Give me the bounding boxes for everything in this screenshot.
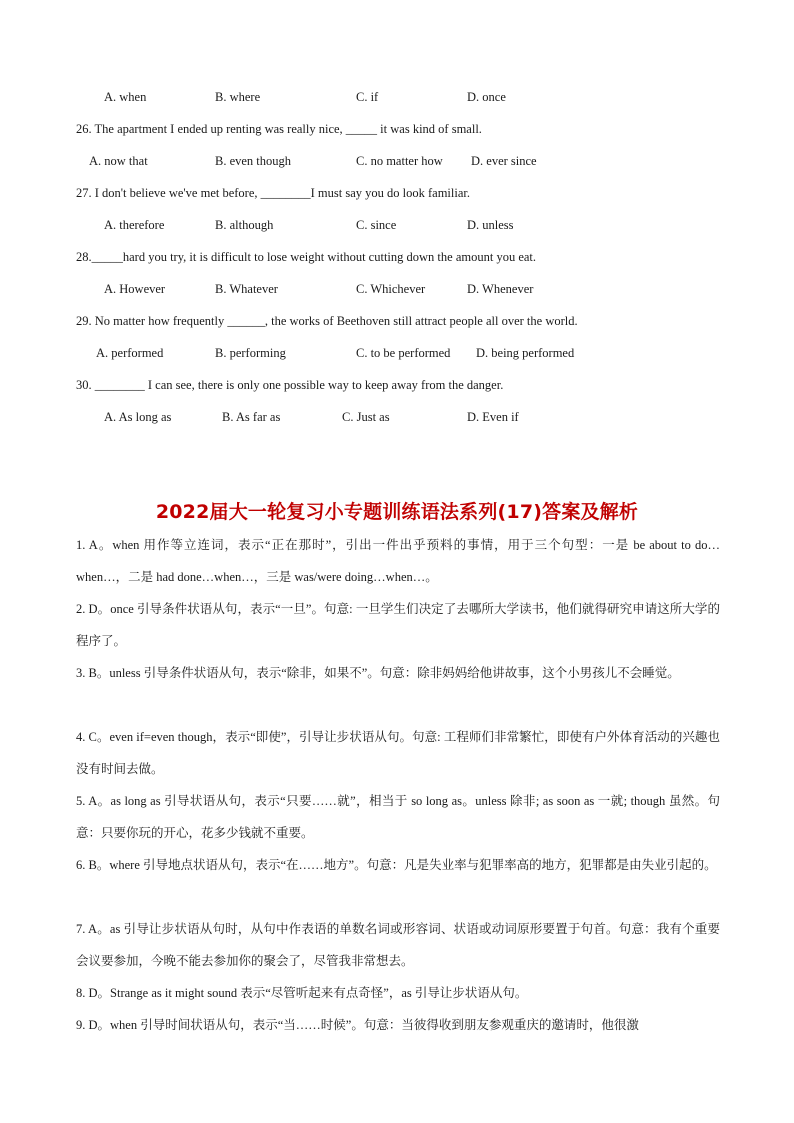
option-a: A. when [104, 90, 147, 104]
answer-section-title: 2022届大一轮复习小专题训练语法系列(17)答案及解析 [155, 501, 639, 523]
answer-4: 4. C。even if=even though，表示“即使”，引导让步状语从句。句意: 工程师们非常繁忙，即使有户外体育活动的兴趣也没有时间去做。 [76, 730, 720, 776]
option-c: C. since [356, 218, 397, 232]
answer-9: 9. D。when 引导时间状语从句，表示“当……时候”。句意：当彼得收到朋友参观重庆的邀请时，他很激 [76, 1018, 639, 1032]
option-d: D. Even if [467, 410, 519, 424]
option-d: D. ever since [471, 154, 537, 168]
option-c: C. to be performed [356, 346, 451, 360]
option-c: C. no matter how [356, 154, 443, 168]
option-c: C. Whichever [356, 282, 426, 296]
option-d: D. once [467, 90, 506, 104]
question-stem-26: 26. The apartment I ended up renting was really nice, _____ it was kind of small. [76, 122, 482, 136]
option-c: C. if [356, 90, 379, 104]
option-d: D. unless [467, 218, 514, 232]
option-a: A. performed [96, 346, 164, 360]
answer-5: 5. A。as long as 引导状语从句，表示“只要……就”，相当于 so long as。unless 除非; as soon as 一就; though 虽然。句意：只要你玩的开心，花多少钱就不重要。 [76, 794, 720, 840]
option-b: B. although [215, 218, 274, 232]
q30-options [0, 409, 794, 425]
option-b: B. As far as [222, 410, 281, 424]
option-a: A. However [104, 282, 166, 296]
answer-1: 1. A。when 用作等立连词，表示“正在那时”，引出一件出乎预料的事情，用于三个句型：一是 be about to do…when…，二是 had done…when…，三是 was/were doing…when…。 [76, 538, 720, 584]
option-b: B. performing [215, 346, 286, 360]
question-stem-30: 30. ________ I can see, there is only one possible way to keep away from the danger. [76, 378, 504, 392]
option-a: A. therefore [104, 218, 165, 232]
q27-options [0, 217, 794, 233]
answer-3: 3. B。unless 引导条件状语从句，表示“除非，如果不”。句意：除非妈妈给他讲故事，这个小男孩儿不会睡觉。 [76, 666, 680, 680]
option-d: D. Whenever [467, 282, 534, 296]
option-a: A. As long as [104, 410, 172, 424]
option-b: B. even though [215, 154, 292, 168]
q28-options [0, 281, 794, 297]
answer-8: 8. D。Strange as it might sound 表示“尽管听起来有点奇怪”，as 引导让步状语从句。 [76, 986, 528, 1000]
option-c: C. Just as [342, 410, 390, 424]
option-b: B. Whatever [215, 282, 278, 296]
q29-options [0, 345, 794, 361]
question-stem-29: 29. No matter how frequently ______, the works of Beethoven still attract people all over the world. [76, 314, 578, 328]
q25-options [0, 89, 794, 105]
question-stem-28: 28._____hard you try, it is difficult to lose weight without cutting down the amount you eat. [76, 250, 537, 264]
answer-6: 6. B。where 引导地点状语从句，表示“在……地方”。句意：凡是失业率与犯罪率高的地方，犯罪都是由失业引起的。 [76, 858, 717, 872]
answer-2: 2. D。once 引导条件状语从句，表示“一旦”。句意: 一旦学生们决定了去哪所大学读书，他们就得研究申请这所大学的程序了。 [76, 602, 720, 648]
answer-7: 7. A。as 引导让步状语从句时，从句中作表语的单数名词或形容词、状语或动词原形要置于句首。句意：我有个重要会议要参加，今晚不能去参加你的聚会了，尽管我非常想去。 [76, 922, 720, 968]
option-a: A. now that [89, 154, 148, 168]
q26-options [0, 153, 794, 169]
option-d: D. being performed [476, 346, 575, 360]
option-b: B. where [215, 90, 261, 104]
question-stem-27: 27. I don't believe we've met before, ________I must say you do look familiar. [76, 186, 471, 200]
